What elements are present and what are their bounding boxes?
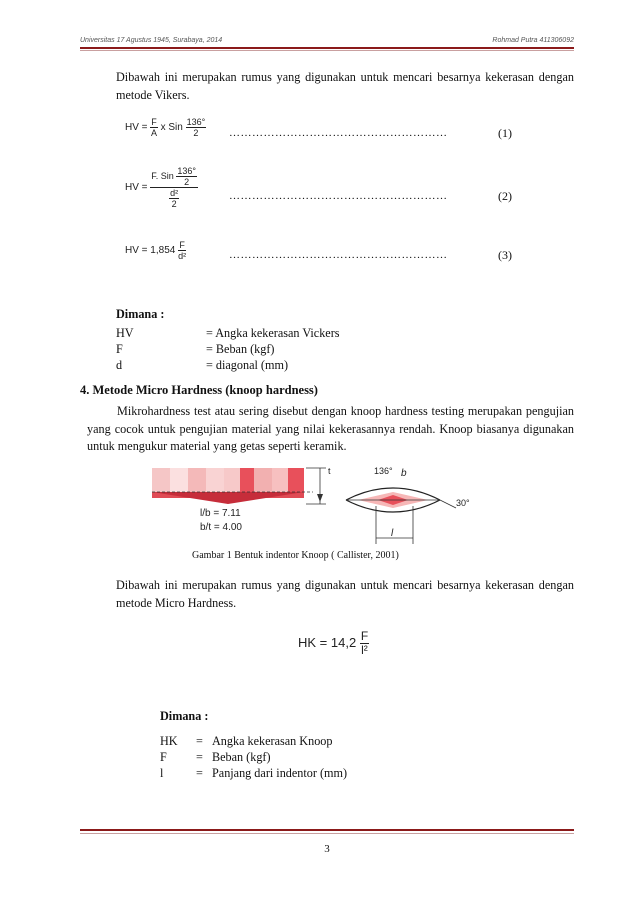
dots-1: ………………………………………………… — [229, 127, 448, 139]
knoop-indenter-figure — [148, 464, 488, 546]
page-number: 3 — [324, 843, 330, 855]
formula-1-num2: 136° — [186, 117, 206, 127]
header-left: Universitas 17 Agustus 1945, Surabaya, 2014 — [80, 37, 223, 44]
def-eq: = — [196, 750, 203, 764]
figure-caption: Gambar 1 Bentuk indentor Knoop ( Callister, 2001) — [192, 550, 399, 561]
def-desc: Beban (kgf) — [212, 750, 271, 764]
hk-formula — [298, 630, 369, 657]
def-row — [116, 357, 288, 373]
def-row — [116, 325, 340, 341]
formula-3-lhs: HV = 1,854 — [125, 245, 176, 257]
def-sym: HK — [160, 734, 178, 748]
formula-2-num: F. Sin — [151, 170, 174, 181]
header-rule-thin — [80, 50, 574, 51]
formula-2 — [125, 166, 198, 209]
def-desc: = Angka kekerasan Vickers — [206, 326, 340, 340]
ratio-b-t: b/t = 4.00 — [200, 522, 242, 533]
header-right: Rohmad Putra 411306092 — [492, 37, 574, 44]
indenter-side-view — [152, 468, 326, 504]
eq-number-3: (3) — [498, 248, 512, 262]
def-eq: = — [196, 734, 203, 748]
formula-2-inner-den: 2 — [184, 177, 190, 187]
label-l: l — [391, 528, 394, 539]
dimana-vickers-title: Dimana : — [116, 307, 165, 321]
def-desc: Angka kekerasan Knoop — [212, 734, 333, 748]
def-row — [160, 733, 332, 749]
label-b: b — [401, 468, 407, 479]
def-sym: F — [116, 342, 123, 356]
vickers-intro: Dibawah ini merupakan rumus yang digunakan untuk mencari besarnya kekerasan dengan metode Vikers. — [116, 70, 574, 102]
label-t: t — [328, 466, 331, 476]
formula-1-den2: 2 — [193, 128, 199, 138]
formula-1-den: A — [151, 128, 158, 138]
hk-formula-num: F — [360, 629, 369, 643]
indenter-top-view — [346, 488, 456, 544]
def-row — [116, 341, 274, 357]
header-rule — [80, 47, 574, 49]
formula-1-num: F — [151, 117, 157, 127]
def-row — [160, 749, 271, 765]
footer-rule — [80, 829, 574, 831]
formula-2-d2: d² — [170, 188, 179, 198]
dimana-knoop-title: Dimana : — [160, 709, 209, 723]
def-row — [160, 765, 347, 781]
section-title: 4. Metode Micro Hardness (knoop hardness) — [80, 383, 318, 397]
def-sym: F — [160, 750, 167, 764]
formula-2-lhs: HV = — [125, 182, 148, 194]
eq-number-2: (2) — [498, 189, 512, 203]
ratio-l-b: l/b = 7.11 — [200, 508, 241, 519]
hk-formula-den: l² — [361, 643, 368, 657]
def-desc: = diagonal (mm) — [206, 358, 289, 372]
def-sym: d — [116, 358, 123, 372]
formula-1 — [125, 117, 206, 138]
label-angle-136: 136° — [374, 466, 393, 476]
formula-2-d2-den: 2 — [171, 199, 177, 209]
dots-3: ………………………………………………… — [229, 249, 448, 261]
micro-paragraph: Mikrohardness test atau sering disebut dengan knoop hardness testing merupakan pengujian yang cocok untuk pengujian material yang nilai kekerasannya rendah. Knoop biasanya digunakan untuk mengukur material yang getas seperti keramik. — [87, 404, 574, 453]
def-sym: HV — [116, 326, 134, 340]
formula-3-den: d² — [178, 251, 187, 261]
label-angle-30: 30° — [456, 498, 470, 508]
hk-formula-lhs: HK = 14,2 — [298, 634, 357, 650]
formula-1-mid: x Sin — [160, 122, 183, 134]
eq-number-1: (1) — [498, 126, 512, 140]
formula-1-lhs: HV = — [125, 122, 148, 134]
def-sym: l — [160, 766, 164, 780]
formula-2-inner-num: 136° — [177, 166, 196, 176]
dots-2: ………………………………………………… — [229, 190, 448, 202]
formula-3 — [125, 240, 186, 261]
footer-rule-thin — [80, 833, 574, 834]
micro-intro: Dibawah ini merupakan rumus yang digunakan untuk mencari besarnya kekerasan dengan metode Micro Hardness. — [116, 578, 574, 610]
def-desc: = Beban (kgf) — [206, 342, 275, 356]
def-eq: = — [196, 766, 203, 780]
def-desc: Panjang dari indentor (mm) — [212, 766, 348, 780]
formula-3-num: F — [179, 240, 185, 250]
